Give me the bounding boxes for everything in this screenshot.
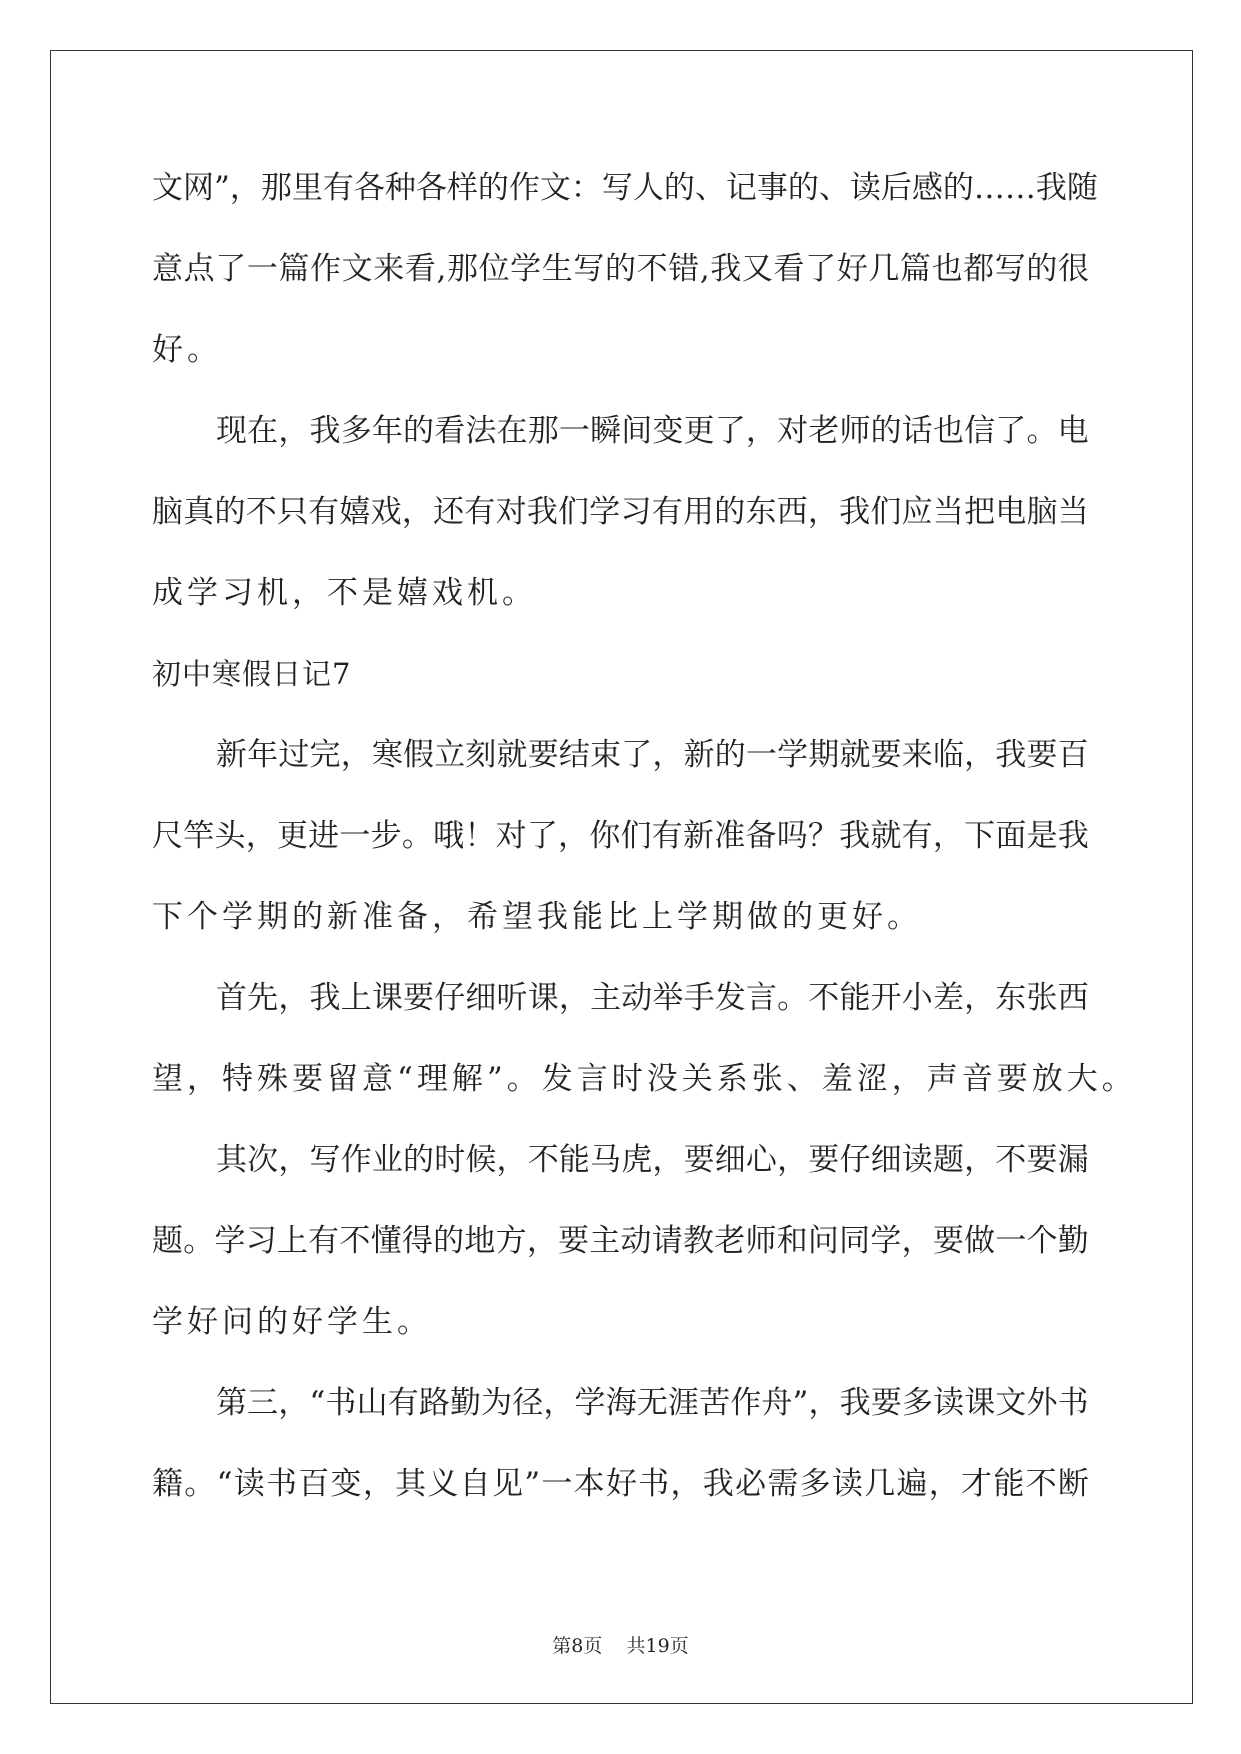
text-line: 成学习机，不是嬉戏机。 [152, 575, 537, 611]
page-footer [0, 1631, 1241, 1658]
text-line: 好。 [152, 332, 222, 368]
text-line: 其 次 ， 写 作 业 的 时 候 ， 不 能 马 虎 ， 要 细 心 ， 要 仔 细 读 题 ， 不 要 漏 [216, 1142, 1089, 1178]
text-line: 文 网 ” ， 那 里 有 各 种 各 样 的 作 文 ： 写 人 的 、 记 事 的 、 读 后 感 的 … … 我 随 [152, 170, 1098, 206]
text-line: 新 年 过 完 ， 寒 假 立 刻 就 要 结 束 了 ， 新 的 一 学 期 就 要 来 临 ， 我 要 百 [216, 737, 1089, 773]
text-line: 望，特殊要留意“理解”。发言时没关系张、羞涩，声音要放大。 [152, 1061, 1137, 1097]
text-line: 意 点 了 一 篇 作 文 来 看 , 那 位 学 生 写 的 不 错 , 我 又 看 了 好 几 篇 也 都 写 的 很 [152, 251, 1089, 287]
page-number: 第8页 共19页 [552, 1635, 689, 1657]
text-line: 题 。 学 习 上 有 不 懂 得 的 地 方 ， 要 主 动 请 教 老 师 和 问 同 学 ， 要 做 一 个 勤 [152, 1223, 1089, 1259]
text-line: 脑 真 的 不 只 有 嬉 戏 ， 还 有 对 我 们 学 习 有 用 的 东 西 ， 我 们 应 当 把 电 脑 当 [152, 494, 1089, 530]
text-line: 下个学期的新准备，希望我能比上学期做的更好。 [152, 899, 922, 935]
text-line: 学好问的好学生。 [152, 1304, 432, 1340]
section-heading: 初中寒假日记7 [152, 657, 352, 691]
document-body [152, 163, 1137, 1540]
text-line: 现 在 ， 我 多 年 的 看 法 在 那 一 瞬 间 变 更 了 ， 对 老 师 的 话 也 信 了 。 电 [216, 413, 1089, 449]
text-line: 首 先 ， 我 上 课 要 仔 细 听 课 ， 主 动 举 手 发 言 。 不 能 开 小 差 ， 东 张 西 [216, 980, 1089, 1016]
text-line: 籍 。 “ 读 书 百 变 ， 其 义 自 见 ” 一 本 好 书 ， 我 必 需 多 读 几 遍 ， 才 能 不 断 [152, 1466, 1089, 1502]
text-line: 尺 竿 头 ， 更 进 一 步 。 哦 ！ 对 了 ， 你 们 有 新 准 备 吗 ？ 我 就 有 ， 下 面 是 我 [152, 818, 1089, 854]
text-line: 第 三 ， “ 书 山 有 路 勤 为 径 ， 学 海 无 涯 苦 作 舟 ” ， 我 要 多 读 课 文 外 书 [216, 1385, 1089, 1421]
